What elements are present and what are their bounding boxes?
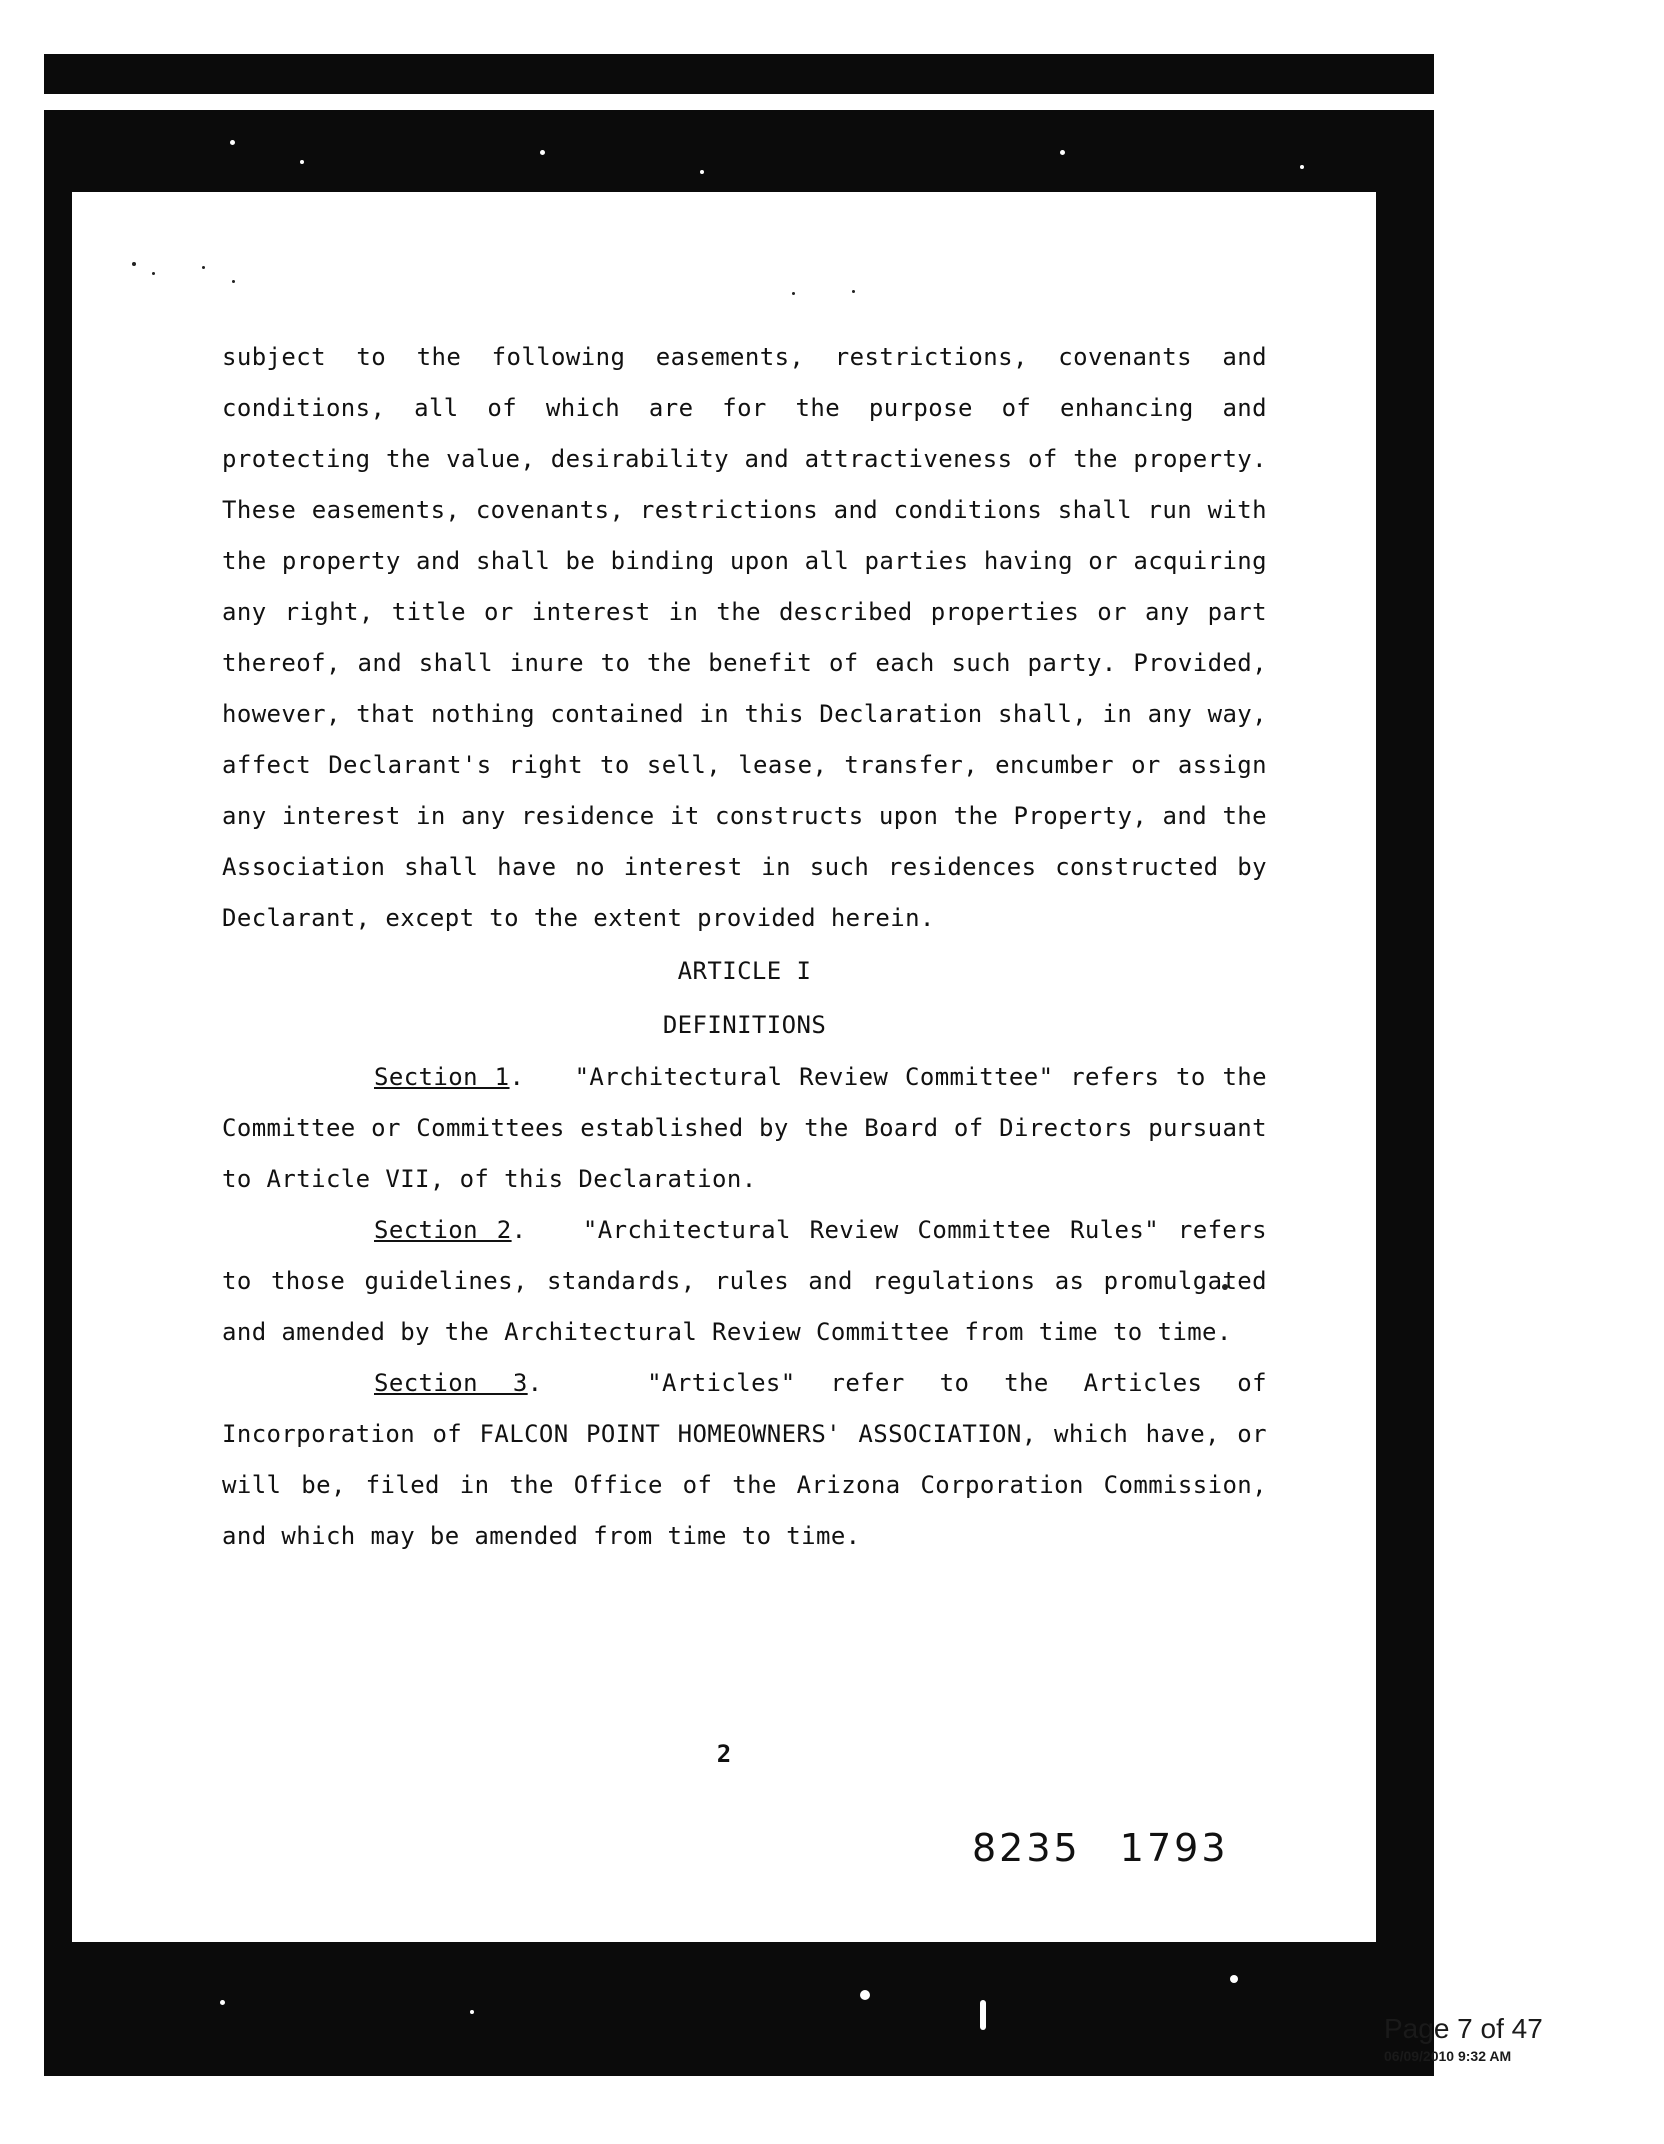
scan-speck	[202, 266, 205, 269]
scan-speck	[300, 160, 304, 164]
scan-speck	[232, 280, 235, 283]
scan-speck	[220, 2000, 225, 2005]
document-body	[222, 332, 1267, 1562]
section-2: Section 2. "Architectural Review Committee Rules" refers to those guidelines, standards, rules and regulations as promulgated and amended by the Architectural Review Committee from time to time.	[222, 1216, 1267, 1346]
recording-number: 8235 1793	[972, 1826, 1229, 1870]
scan-speck	[132, 262, 136, 266]
scan-speck	[700, 170, 704, 174]
article-heading: ARTICLE I	[677, 957, 812, 985]
scan-speck	[470, 2010, 474, 2014]
page-number: 2	[716, 1740, 732, 1768]
scan-speck	[152, 272, 155, 275]
scan-speck	[1060, 150, 1065, 155]
scan-speck	[230, 140, 235, 145]
scan-speck	[792, 292, 795, 295]
section-1: Section 1. "Architectural Review Committee" refers to the Committee or Committees established by the Board of Directors pursuant to Article VII, of this Declaration.	[222, 1063, 1267, 1193]
scan-speck	[1230, 1975, 1238, 1983]
page-indicator: Page 7 of 47	[1384, 2013, 1543, 2044]
section-text: "Architectural Review Committee" refers to the Committee or Committees established by the Board of Directors pursuant to Article VII, of this Declaration.	[222, 1063, 1267, 1193]
viewer-footer	[1384, 2014, 1543, 2064]
timestamp: 06/09/2010 9:32 AM	[1384, 2048, 1512, 2064]
section-label: Section 3	[374, 1369, 528, 1397]
document-page	[72, 192, 1376, 1942]
intro-paragraph: subject to the following easements, restrictions, covenants and conditions, all of which are for the purpose of enhancing and protecting the value, desirability and attractiveness of the property. These easements, covenants, restrictions and conditions shall run with the property and shall be binding upon all parties having or acquiring any right, title or interest in the described properties or any part thereof, and shall inure to the benefit of each such party. Provided, however, that nothing contained in this Declaration shall, in any way, affect Declarant's right to sell, lease, transfer, encumber or assign any interest in any residence it constructs upon the Property, and the Association shall have no interest in such residences constructed by Declarant, except to the extent provided herein.	[222, 343, 1267, 932]
section-text: "Architectural Review Committee Rules" refers to those guidelines, standards, rules and regulations as promulgated and amended by the Architectural Review Committee from time to time.	[222, 1216, 1267, 1346]
scan-top-border	[44, 54, 1434, 94]
section-label: Section 2	[374, 1216, 512, 1244]
scan-speck	[852, 290, 855, 293]
section-3: Section 3. "Articles" refer to the Articles of Incorporation of FALCON POINT HOMEOWNERS' ASSOCIATION, which have, or will be, filed in the Office of the Arizona Corporation Commission, and which may be amended from time to time.	[222, 1369, 1267, 1550]
section-text: "Articles" refer to the Articles of Incorporation of FALCON POINT HOMEOWNERS' ASSOCIATION, which have, or will be, filed in the Office of the Arizona Corporation Commission, and which may be amended from time to time.	[222, 1369, 1267, 1550]
article-title: DEFINITIONS	[662, 1011, 827, 1039]
scan-speck	[860, 1990, 870, 2000]
section-label: Section 1	[374, 1063, 510, 1091]
scan-speck	[1300, 165, 1304, 169]
scan-speck	[540, 150, 545, 155]
scan-speck	[980, 2000, 986, 2030]
